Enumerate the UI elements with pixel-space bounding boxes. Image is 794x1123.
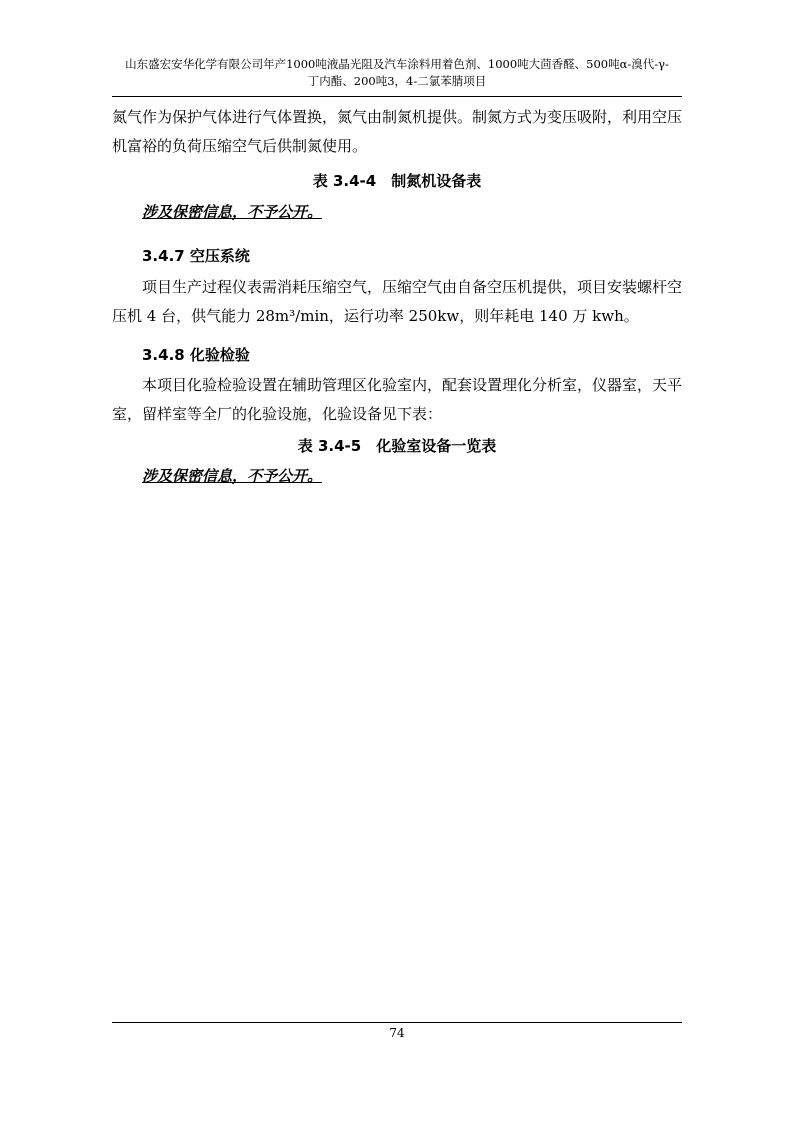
nitrogen-paragraph: 氮气作为保护气体进行气体置换，氮气由制氮机提供。制氮方式为变压吸附，利用空压机富裕的负荷压缩空气后供制氮使用。: [112, 108, 683, 155]
table-3-4-5-caption: 表 3.4-5 化验室设备一览表: [297, 437, 497, 455]
confidential-notice-1: 涉及保密信息，不予公开。: [142, 203, 323, 221]
air-compressor-paragraph: 项目生产过程仪表需消耗压缩空气，压缩空气由自备空压机提供，项目安装螺杆空压机 4 台，供气能力 28m³/min，运行功率 250kw，则年耗电 140 万 kwh。: [112, 278, 683, 325]
header-divider: [112, 96, 682, 97]
header-title-line-2: 丁内酯、200吨3，4-二氯苯腈项目: [307, 74, 487, 88]
section-heading-3-4-8: 3.4.8 化验检验: [142, 346, 250, 364]
page-number: 74: [389, 1026, 405, 1040]
section-heading-3-4-7: 3.4.7 空压系统: [142, 247, 250, 265]
table-3-4-4-caption: 表 3.4-4 制氮机设备表: [312, 172, 482, 190]
lab-paragraph: 本项目化验检验设置在辅助管理区化验室内，配套设置理化分析室，仪器室，天平室，留样室等全厂的化验设施，化验设备见下表：: [112, 376, 683, 423]
confidential-notice-2: 涉及保密信息，不予公开。: [142, 467, 323, 485]
page-header: [112, 56, 682, 90]
header-title-line-1: 山东盛宏安华化学有限公司年产1000吨液晶光阻及汽车涂料用着色剂、1000吨大茴香醛、500吨α-溴代-γ-: [125, 57, 669, 71]
footer-divider: [112, 1022, 682, 1023]
